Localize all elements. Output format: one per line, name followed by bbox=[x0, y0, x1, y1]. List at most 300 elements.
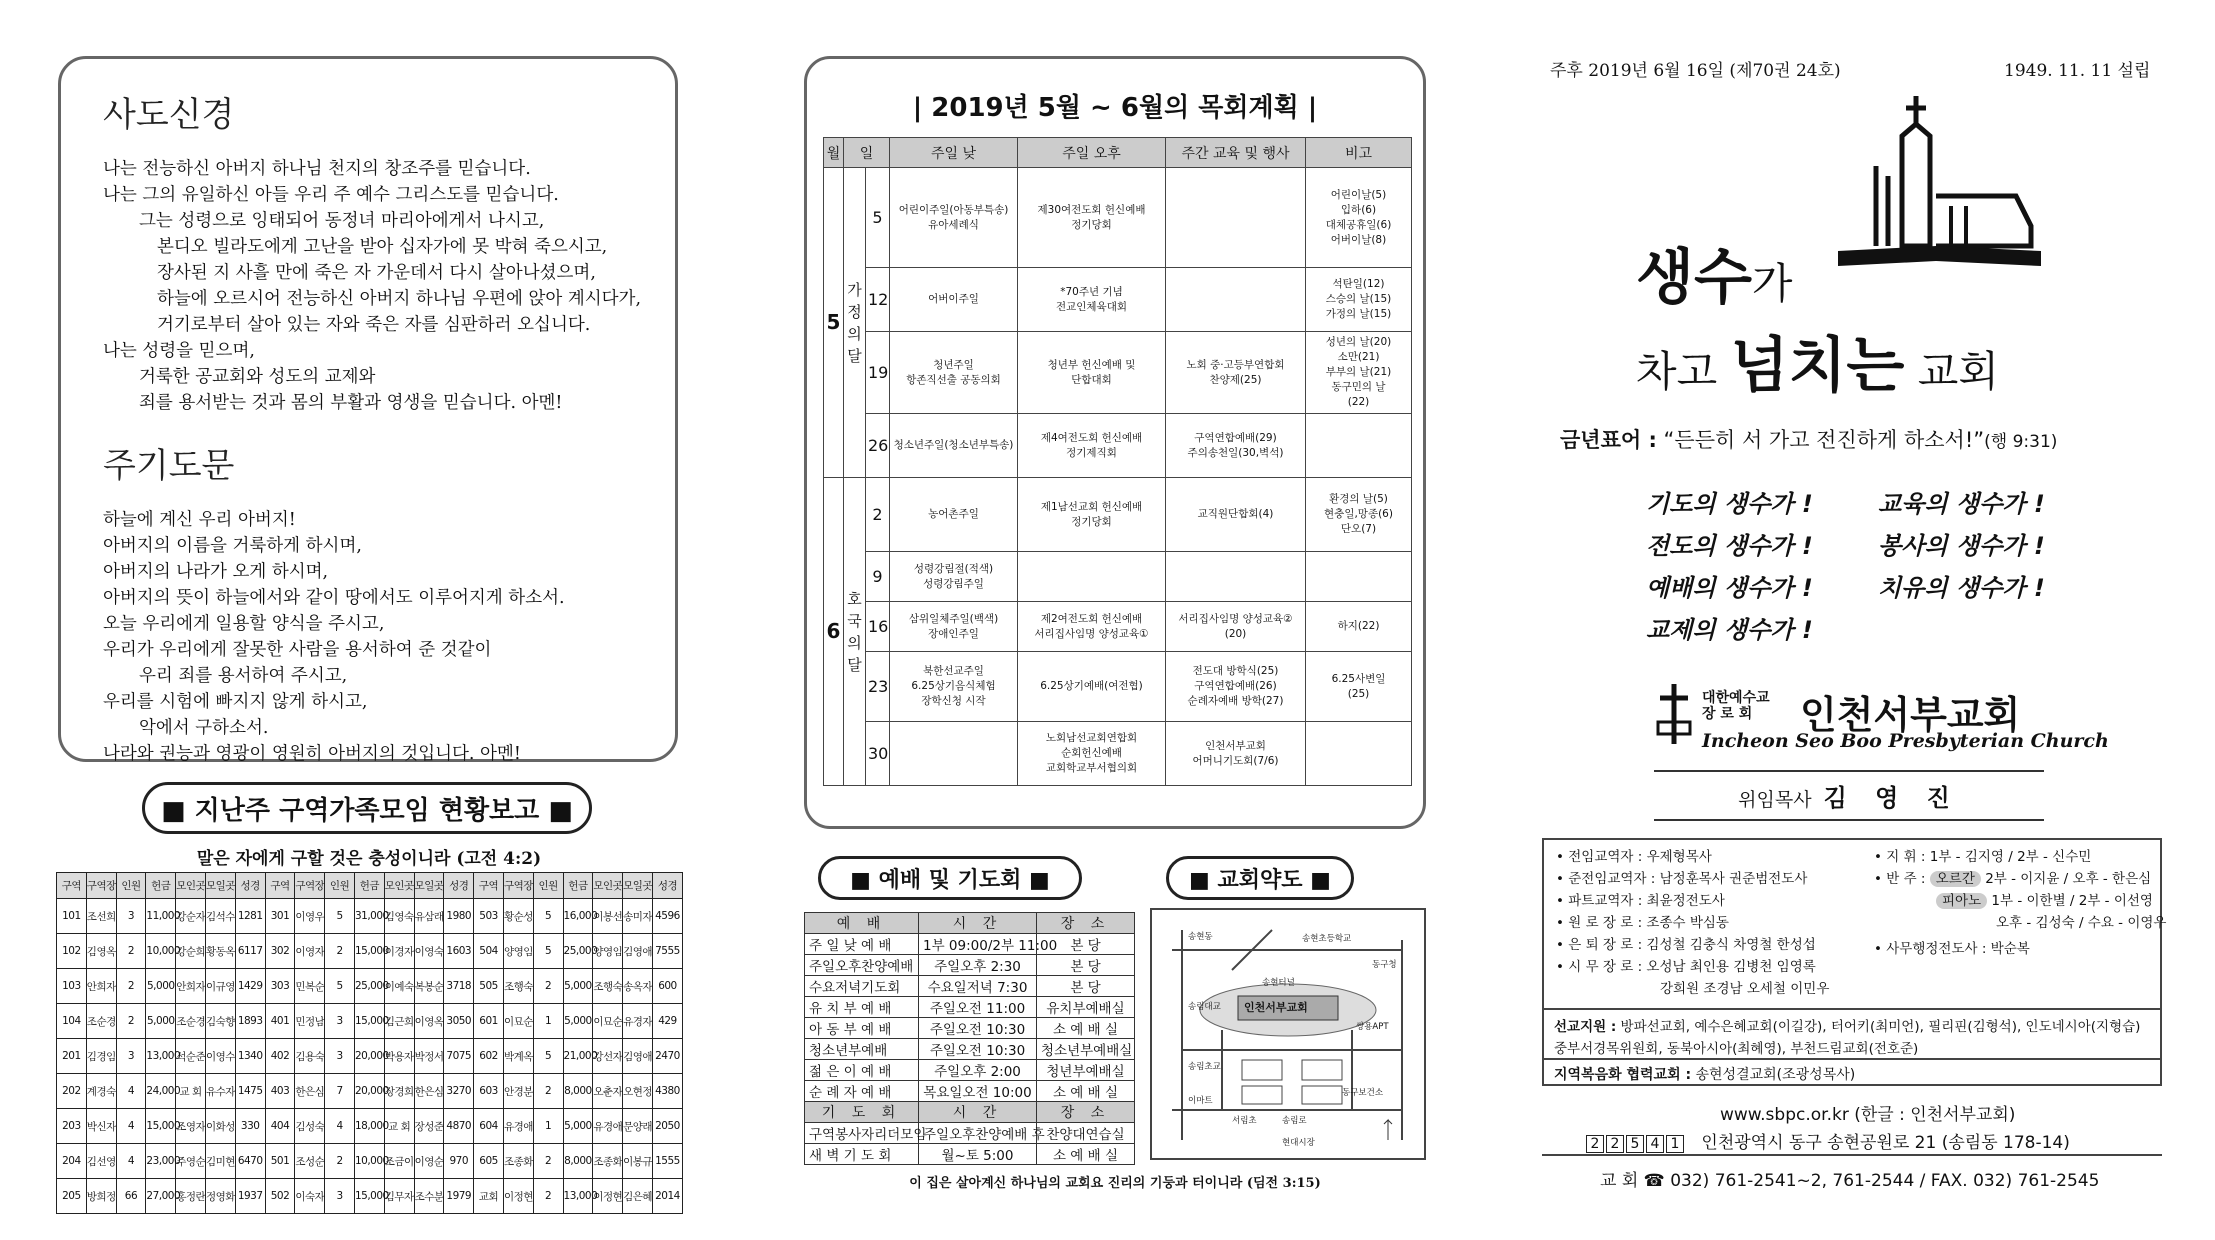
plan-note: 6.25사변일 (25) bbox=[1306, 652, 1412, 722]
report-cell: 유경자 bbox=[623, 1004, 653, 1039]
worship-cell: 소 예 배 실 bbox=[1037, 1018, 1135, 1039]
church-logo bbox=[1836, 96, 2046, 286]
creed-line: 나는 성령을 믿으며, bbox=[103, 341, 255, 361]
plan-afternoon: 제30여전도회 헌신예배 정기당회 bbox=[1018, 168, 1166, 268]
report-cell: 6117 bbox=[235, 934, 265, 969]
plan-note bbox=[1306, 722, 1412, 786]
plan-row bbox=[824, 414, 1412, 478]
report-cell: 박신자 bbox=[86, 1109, 116, 1144]
plan-header-row bbox=[824, 138, 1412, 168]
church-address bbox=[1586, 1128, 2070, 1153]
report-row bbox=[57, 1074, 683, 1109]
plan-week: 노회 중·고등부연합회 찬양제(25) bbox=[1166, 332, 1306, 414]
report-cell: 24,000 bbox=[146, 1074, 176, 1109]
report-cell: 5 bbox=[533, 899, 563, 934]
worship-cell: 찬양대연습실 bbox=[1037, 1123, 1135, 1144]
report-header: 모일곳 bbox=[623, 873, 653, 899]
report-cell: 김석수 bbox=[205, 899, 235, 934]
report-cell: 3 bbox=[116, 899, 146, 934]
report-cell: 이경자 bbox=[384, 934, 414, 969]
plan-header: 비고 bbox=[1306, 138, 1412, 168]
slogan-line-2 bbox=[1636, 318, 1999, 404]
report-header: 구역 bbox=[57, 873, 87, 899]
report-header: 모인곳 bbox=[176, 873, 206, 899]
prayer-title: 주기도문 bbox=[103, 446, 235, 486]
worship-row bbox=[805, 1123, 1135, 1144]
report-cell: 2 bbox=[325, 934, 355, 969]
worship-cell: 구역봉사자리더모임 bbox=[805, 1123, 919, 1144]
report-cell: 2 bbox=[533, 969, 563, 1004]
map-label: 송림로 bbox=[1282, 1116, 1307, 1126]
report-cell: 조행숙 bbox=[593, 969, 623, 1004]
plan-title: | 2019년 5월 ~ 6월의 목회계획 | bbox=[912, 93, 1318, 123]
report-cell: 이묘순 bbox=[503, 1004, 533, 1039]
worship-cell: 주일오전 11:00 bbox=[919, 997, 1037, 1018]
report-cell: 1893 bbox=[235, 1004, 265, 1039]
plan-header: 일 bbox=[844, 138, 890, 168]
worship-cell: 수요저녁기도회 bbox=[805, 976, 919, 997]
report-cell: 330 bbox=[235, 1109, 265, 1144]
report-cell: 4 bbox=[325, 1109, 355, 1144]
report-cell: 이봉선 bbox=[593, 899, 623, 934]
report-cell: 조순경 bbox=[176, 1004, 206, 1039]
report-cell: 주영순 bbox=[176, 1144, 206, 1179]
ideal-item: 전도의 생수가 ! bbox=[1646, 532, 1813, 560]
report-cell: 김용숙 bbox=[295, 1039, 325, 1074]
report-cell: 이영우 bbox=[295, 899, 325, 934]
staff-list-left bbox=[1556, 846, 1829, 1000]
plan-row bbox=[824, 602, 1412, 652]
report-cell: 8,000 bbox=[563, 1144, 593, 1179]
plan-day: 30 bbox=[866, 722, 890, 786]
report-cell: 송옥자 bbox=[623, 969, 653, 1004]
plan-day: 26 bbox=[866, 414, 890, 478]
plan-month: 6 bbox=[824, 478, 844, 786]
report-cell: 3 bbox=[116, 1039, 146, 1074]
zip-digit: 4 bbox=[1646, 1135, 1664, 1153]
report-cell: 505 bbox=[474, 969, 504, 1004]
report-cell: 안희자 bbox=[86, 969, 116, 1004]
report-cell: 15,000 bbox=[354, 1004, 384, 1039]
report-cell: 27,000 bbox=[146, 1179, 176, 1214]
report-cell: 21,000 bbox=[563, 1039, 593, 1074]
report-cell: 1 bbox=[533, 1004, 563, 1039]
worship-cell: 주일오후 2:00 bbox=[919, 1060, 1037, 1081]
plan-note: 어린이날(5) 입하(6) 대체공휴일(6) 어버이날(8) bbox=[1306, 168, 1412, 268]
report-cell: 오현정 bbox=[623, 1074, 653, 1109]
staff-line: 피아노 1부 - 이한별 / 2부 - 이선영 bbox=[1874, 890, 2166, 912]
report-cell: 김은혜 bbox=[623, 1179, 653, 1214]
report-cell: 이예숙 bbox=[384, 969, 414, 1004]
report-cell: 조선희 bbox=[86, 899, 116, 934]
report-cell: 10,000 bbox=[354, 1144, 384, 1179]
worship-cell: 목요일오전 10:00 bbox=[919, 1081, 1037, 1102]
report-cell: 1555 bbox=[652, 1144, 682, 1179]
report-cell: 3050 bbox=[444, 1004, 474, 1039]
report-cell: 5 bbox=[325, 899, 355, 934]
plan-day: 9 bbox=[866, 552, 890, 602]
report-cell: 이영옥 bbox=[414, 1004, 444, 1039]
report-cell: 4380 bbox=[652, 1074, 682, 1109]
worship-body bbox=[805, 913, 1135, 1165]
report-row bbox=[57, 934, 683, 969]
church-denomination bbox=[1702, 690, 1770, 722]
report-cell: 김영애 bbox=[623, 1039, 653, 1074]
plan-body bbox=[824, 168, 1412, 786]
plan-week bbox=[1166, 268, 1306, 332]
map-label: 송현동 bbox=[1188, 932, 1213, 942]
report-cell: 66 bbox=[116, 1179, 146, 1214]
plan-theme: 가 정 의 달 bbox=[844, 168, 866, 478]
report-header: 인원 bbox=[116, 873, 146, 899]
report-cell: 301 bbox=[265, 899, 295, 934]
worship-row bbox=[805, 1060, 1135, 1081]
worship-header: 시 간 bbox=[919, 913, 1037, 934]
prayer-line: 아버지의 뜻이 하늘에서와 같이 땅에서도 이루어지게 하소서. bbox=[103, 588, 565, 608]
report-cell: 5 bbox=[533, 934, 563, 969]
plan-day: 19 bbox=[866, 332, 890, 414]
report-cell: 1 bbox=[533, 1109, 563, 1144]
report-cell: 강순자 bbox=[176, 899, 206, 934]
report-cell: 황동옥 bbox=[205, 934, 235, 969]
report-cell: 김근희 bbox=[384, 1004, 414, 1039]
report-cell: 4596 bbox=[652, 899, 682, 934]
plan-afternoon: 노회남선교회연합회 순회헌신예배 교회학교부서협의회 bbox=[1018, 722, 1166, 786]
mission-label: 선교지원 : bbox=[1554, 1019, 1617, 1035]
issue-line: 주후 2019년 6월 16일 (제70권 24호) bbox=[1550, 61, 1841, 81]
report-cell: 1281 bbox=[235, 899, 265, 934]
worship-cell: 1부 09:00/2부 11:00 bbox=[919, 934, 1037, 955]
report-row bbox=[57, 1039, 683, 1074]
prayer-line: 우리를 시험에 빠지지 않게 하시고, bbox=[103, 692, 368, 712]
report-cell: 970 bbox=[444, 1144, 474, 1179]
creed-text bbox=[103, 156, 642, 416]
report-cell: 601 bbox=[474, 1004, 504, 1039]
report-cell: 박정서 bbox=[414, 1039, 444, 1074]
worship-header: 기 도 회 bbox=[805, 1102, 919, 1123]
plan-day: 5 bbox=[866, 168, 890, 268]
plan-afternoon: 제4여전도회 헌신예배 정기제직회 bbox=[1018, 414, 1166, 478]
report-cell: 1937 bbox=[235, 1179, 265, 1214]
worship-cell: 본 당 bbox=[1037, 955, 1135, 976]
worship-cell: 새 벽 기 도 회 bbox=[805, 1144, 919, 1165]
report-header: 인원 bbox=[533, 873, 563, 899]
plan-afternoon: 청년부 헌신예배 및 단합대회 bbox=[1018, 332, 1166, 414]
report-cell: 25,000 bbox=[354, 969, 384, 1004]
prayer-line: 악에서 구하소서. bbox=[139, 718, 269, 738]
worship-cell: 젊 은 이 예 배 bbox=[805, 1060, 919, 1081]
report-header-row bbox=[57, 873, 683, 899]
creed-line: 죄를 용서받는 것과 몸의 부활과 영생을 믿습니다. 아멘! bbox=[139, 393, 563, 413]
partner-label: 지역복음화 협력교회 : bbox=[1554, 1067, 1692, 1083]
phone-fax: 교 회 ☎ 032) 761-2541~2, 761-2544 / FAX. 032) 761-2545 bbox=[1600, 1171, 2100, 1191]
report-cell: 조행숙 bbox=[503, 969, 533, 1004]
plan-header: 월 bbox=[824, 138, 844, 168]
ideal-item: 봉사의 생수가 ! bbox=[1878, 532, 2045, 560]
report-cell: 13,000 bbox=[146, 1039, 176, 1074]
plan-day: 2 bbox=[866, 478, 890, 552]
worship-cell: 아 동 부 예 배 bbox=[805, 1018, 919, 1039]
report-cell: 이봉규 bbox=[623, 1144, 653, 1179]
creed-line: 그는 성령으로 잉태되어 동정녀 마리아에게서 나시고, bbox=[139, 211, 545, 231]
report-cell: 이화성 bbox=[205, 1109, 235, 1144]
organ-badge: 오르간 bbox=[1930, 871, 1981, 887]
creed-line: 거룩한 공교회와 성도의 교제와 bbox=[139, 367, 376, 387]
plan-row bbox=[824, 332, 1412, 414]
worship-cell: 주 일 낮 예 배 bbox=[805, 934, 919, 955]
report-cell: 503 bbox=[474, 899, 504, 934]
report-cell: 2 bbox=[533, 1179, 563, 1214]
report-cell: 조종화 bbox=[593, 1144, 623, 1179]
report-cell: 이묘순 bbox=[593, 1004, 623, 1039]
report-cell: 이정현 bbox=[503, 1179, 533, 1214]
worship-row bbox=[805, 1144, 1135, 1165]
worship-cell: 월~토 5:00 bbox=[919, 1144, 1037, 1165]
plan-note: 환경의 날(5) 현충일,망종(6) 단오(7) bbox=[1306, 478, 1412, 552]
report-cell: 2 bbox=[533, 1144, 563, 1179]
report-cell: 605 bbox=[474, 1144, 504, 1179]
report-cell: 오춘자 bbox=[593, 1074, 623, 1109]
report-cell: 박계옥 bbox=[503, 1039, 533, 1074]
plan-noon: 농어촌주일 bbox=[890, 478, 1018, 552]
plan-row bbox=[824, 722, 1412, 786]
worship-row bbox=[805, 1018, 1135, 1039]
staff-line: • 준전임교역자 : 남정훈목사 권준범전도사 bbox=[1556, 871, 1808, 887]
worship-cell: 청년부예배실 bbox=[1037, 1060, 1135, 1081]
report-cell: 한은심 bbox=[414, 1074, 444, 1109]
report-cell: 홍정란 bbox=[176, 1179, 206, 1214]
worship-row bbox=[805, 934, 1135, 955]
report-cell: 6470 bbox=[235, 1144, 265, 1179]
church-map bbox=[1150, 908, 1426, 1160]
plan-week bbox=[1166, 168, 1306, 268]
motto-ref: (행 9:31) bbox=[1984, 432, 2058, 452]
report-body bbox=[57, 899, 683, 1214]
creed-line: 하늘에 오르시어 전능하신 아버지 하나님 우편에 앉아 계시다가, bbox=[157, 289, 642, 309]
report-header: 성경 bbox=[444, 873, 474, 899]
report-header: 구역 bbox=[474, 873, 504, 899]
worship-cell: 본 당 bbox=[1037, 934, 1135, 955]
report-cell: 송미자 bbox=[623, 899, 653, 934]
report-cell: 안경분 bbox=[503, 1074, 533, 1109]
zip-digit: 5 bbox=[1626, 1135, 1644, 1153]
staff-line: • 원 로 장 로 : 조종수 박심동 bbox=[1556, 915, 1729, 931]
pastor-label: 위임목사 bbox=[1738, 789, 1812, 811]
report-row bbox=[57, 1004, 683, 1039]
report-cell: 계경숙 bbox=[86, 1074, 116, 1109]
report-cell: 4870 bbox=[444, 1109, 474, 1144]
staff-line: • 사무행정전도사 : 박순복 bbox=[1874, 941, 2030, 957]
report-cell: 204 bbox=[57, 1144, 87, 1179]
worship-row bbox=[805, 955, 1135, 976]
report-cell: 강순희 bbox=[176, 934, 206, 969]
founded-date: 1949. 11. 11 설립 bbox=[2004, 61, 2151, 81]
report-cell: 13,000 bbox=[563, 1179, 593, 1214]
report-cell: 403 bbox=[265, 1074, 295, 1109]
report-cell: 이영순 bbox=[414, 1144, 444, 1179]
report-cell: 401 bbox=[265, 1004, 295, 1039]
report-row bbox=[57, 1144, 683, 1179]
report-cell: 2 bbox=[325, 1144, 355, 1179]
report-cell: 429 bbox=[652, 1004, 682, 1039]
report-header: 인원 bbox=[325, 873, 355, 899]
plan-noon bbox=[890, 722, 1018, 786]
staff-list-right bbox=[1874, 846, 2166, 960]
worship-cell: 수요일저녁 7:30 bbox=[919, 976, 1037, 997]
worship-header: 장 소 bbox=[1037, 1102, 1135, 1123]
plan-row bbox=[824, 168, 1412, 268]
report-cell: 5,000 bbox=[563, 1109, 593, 1144]
report-cell: 복봉순 bbox=[414, 969, 444, 1004]
report-cell: 이영수 bbox=[205, 1039, 235, 1074]
report-cell: 김영숙 bbox=[384, 899, 414, 934]
website-link[interactable]: www.sbpc.or.kr (한글 : 인천서부교회) bbox=[1720, 1105, 2016, 1125]
report-header: 구역장 bbox=[86, 873, 116, 899]
report-cell: 조수분 bbox=[414, 1179, 444, 1214]
ideal-item: 교제의 생수가 ! bbox=[1646, 616, 1813, 644]
creed-title: 사도신경 bbox=[103, 95, 235, 135]
report-cell: 104 bbox=[57, 1004, 87, 1039]
report-cell: 방희정 bbox=[86, 1179, 116, 1214]
bottom-verse: 이 집은 살아계신 하나님의 교회요 진리의 기둥과 터이니라 (딤전 3:15) bbox=[909, 1176, 1321, 1191]
denomination-line-1: 대한예수교 bbox=[1702, 690, 1770, 706]
worship-title: ■ 예배 및 기도회 ■ bbox=[818, 856, 1082, 900]
prayer-line: 아버지의 나라가 오게 하시며, bbox=[103, 562, 329, 582]
report-cell: 18,000 bbox=[354, 1109, 384, 1144]
report-cell: 504 bbox=[474, 934, 504, 969]
report-cell: 이영자 bbox=[295, 934, 325, 969]
church-name: 인천서부교회 bbox=[1800, 693, 2021, 737]
plan-header: 주간 교육 및 행사 bbox=[1166, 138, 1306, 168]
worship-cell: 본 당 bbox=[1037, 976, 1135, 997]
plan-noon: 북한선교주일 6.25상기음식체험 장학신청 시작 bbox=[890, 652, 1018, 722]
report-cell: 303 bbox=[265, 969, 295, 1004]
staff-line: • 시 무 장 로 : 오성남 최인용 김병천 임영록 bbox=[1556, 959, 1816, 975]
partner-text: 송현성결교회(조광성목사) bbox=[1691, 1067, 1856, 1083]
report-cell: 2014 bbox=[652, 1179, 682, 1214]
worship-cell: 주일오전 10:30 bbox=[919, 1018, 1037, 1039]
piano-badge: 피아노 bbox=[1936, 893, 1987, 909]
staff-line: • 반 주 : 오르간 2부 - 이지윤 / 오후 - 한은심 bbox=[1874, 871, 2152, 887]
report-cell: 3270 bbox=[444, 1074, 474, 1109]
report-cell: 유수자 bbox=[205, 1074, 235, 1109]
worship-cell: 유 치 부 예 배 bbox=[805, 997, 919, 1018]
prayer-line: 아버지의 이름을 거룩하게 하시며, bbox=[103, 536, 362, 556]
report-cell: 5 bbox=[533, 1039, 563, 1074]
report-cell: 604 bbox=[474, 1109, 504, 1144]
report-cell: 민정남 bbox=[295, 1004, 325, 1039]
report-cell: 유경애 bbox=[593, 1109, 623, 1144]
partner-church bbox=[1544, 1058, 2160, 1088]
report-cell: 김숙향 bbox=[205, 1004, 235, 1039]
report-header: 성경 bbox=[235, 873, 265, 899]
plan-box bbox=[804, 56, 1426, 829]
report-cell: 한은심 bbox=[295, 1074, 325, 1109]
report-cell: 안희자 bbox=[176, 969, 206, 1004]
report-cell: 15,000 bbox=[146, 1109, 176, 1144]
creed-line: 나는 전능하신 아버지 하나님 천지의 창조주를 믿습니다. bbox=[103, 159, 531, 179]
report-cell: 조순경 bbox=[86, 1004, 116, 1039]
plan-row bbox=[824, 478, 1412, 552]
map-church-label: 인천서부교회 bbox=[1244, 1001, 1308, 1014]
report-header: 모인곳 bbox=[593, 873, 623, 899]
plan-note bbox=[1306, 414, 1412, 478]
church-emblem-icon bbox=[1654, 682, 1694, 746]
report-row bbox=[57, 1109, 683, 1144]
worship-header: 장 소 bbox=[1037, 913, 1135, 934]
report-cell: 문양래 bbox=[623, 1109, 653, 1144]
report-cell: 4 bbox=[116, 1144, 146, 1179]
worship-header-row bbox=[805, 913, 1135, 934]
report-cell: 조종화 bbox=[503, 1144, 533, 1179]
worship-header: 예 배 bbox=[805, 913, 919, 934]
map-label: 동구보건소 bbox=[1342, 1088, 1384, 1098]
report-cell: 민복순 bbox=[295, 969, 325, 1004]
report-cell: 석순준 bbox=[176, 1039, 206, 1074]
worship-cell: 청소년부예배실 bbox=[1037, 1039, 1135, 1060]
slogan-line-1 bbox=[1636, 230, 1793, 316]
report-cell: 1980 bbox=[444, 899, 474, 934]
slogan-2-big: 넘치는 bbox=[1730, 331, 1905, 401]
report-cell: 교 회 bbox=[176, 1074, 206, 1109]
report-cell: 3 bbox=[325, 1179, 355, 1214]
plan-afternoon bbox=[1018, 552, 1166, 602]
report-cell: 11,000 bbox=[146, 899, 176, 934]
motto-text: “든든히 서 가고 전진하게 하소서!” bbox=[1656, 428, 1985, 452]
church-name-english: Incheon Seo Boo Presbyterian Church bbox=[1702, 730, 2109, 752]
staff-line: • 파트교역자 : 최윤정전도사 bbox=[1556, 893, 1725, 909]
report-cell: 16,000 bbox=[563, 899, 593, 934]
ideal-item: 예배의 생수가 ! bbox=[1646, 574, 1813, 602]
report-cell: 김성숙 bbox=[295, 1109, 325, 1144]
zip-digit: 2 bbox=[1606, 1135, 1624, 1153]
worship-cell: 소 예 배 실 bbox=[1037, 1144, 1135, 1165]
worship-cell: 주일오후 2:30 bbox=[919, 955, 1037, 976]
report-row bbox=[57, 1179, 683, 1214]
staff-line: • 은 퇴 장 로 : 김성철 김충식 차영철 한성섭 bbox=[1556, 937, 1816, 953]
plan-row bbox=[824, 268, 1412, 332]
report-cell: 정영화 bbox=[205, 1179, 235, 1214]
worship-cell: 순 례 자 예 배 bbox=[805, 1081, 919, 1102]
staff-line: • 지 휘 : 1부 - 김지영 / 2부 - 신수민 bbox=[1874, 849, 2092, 865]
annual-motto bbox=[1560, 424, 2057, 454]
report-cell: 5,000 bbox=[563, 1004, 593, 1039]
plan-noon: 어버이주일 bbox=[890, 268, 1018, 332]
report-row bbox=[57, 969, 683, 1004]
map-label: 쌍용APT bbox=[1356, 1022, 1389, 1032]
prayer-line: 우리가 우리에게 잘못한 사람을 용서하여 준 것같이 bbox=[103, 640, 492, 660]
report-cell: 502 bbox=[265, 1179, 295, 1214]
report-header: 헌금 bbox=[563, 873, 593, 899]
report-cell: 2 bbox=[533, 1074, 563, 1109]
worship-cell: 주일오후찬양예배 bbox=[805, 955, 919, 976]
report-cell: 402 bbox=[265, 1039, 295, 1074]
report-cell: 이숙자 bbox=[295, 1179, 325, 1214]
report-cell: 김무자 bbox=[384, 1179, 414, 1214]
report-cell: 5 bbox=[325, 969, 355, 1004]
report-cell: 김경임 bbox=[86, 1039, 116, 1074]
report-header: 헌금 bbox=[146, 873, 176, 899]
plan-noon: 성령강림절(적색) 성령강림주일 bbox=[890, 552, 1018, 602]
plan-day: 12 bbox=[866, 268, 890, 332]
report-cell: 302 bbox=[265, 934, 295, 969]
report-cell: 15,000 bbox=[354, 1179, 384, 1214]
report-cell: 20,000 bbox=[354, 1039, 384, 1074]
plan-day: 23 bbox=[866, 652, 890, 722]
report-cell: 31,000 bbox=[354, 899, 384, 934]
report-cell: 4 bbox=[116, 1109, 146, 1144]
plan-day: 16 bbox=[866, 602, 890, 652]
